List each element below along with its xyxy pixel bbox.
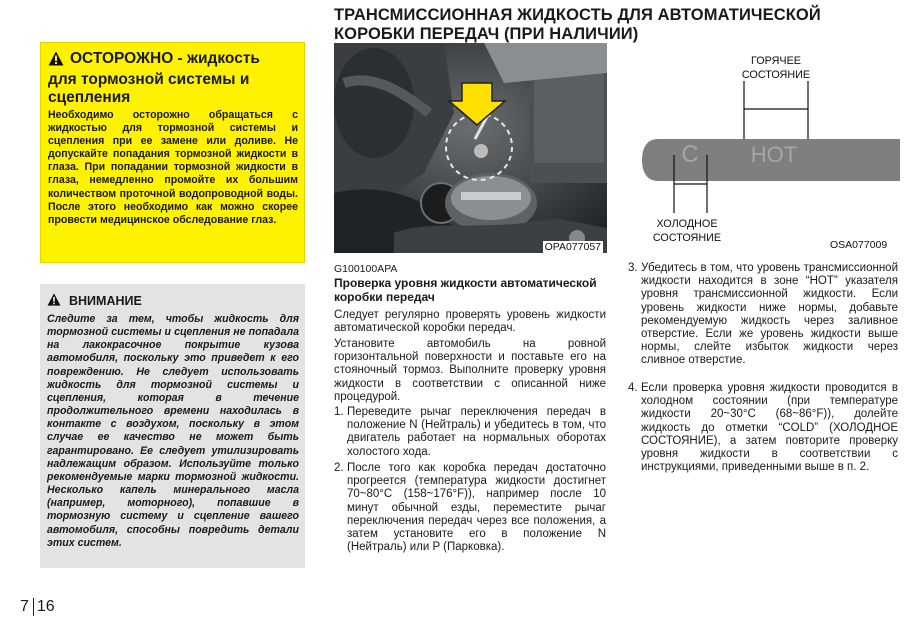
cold-label-line2: СОСТОЯНИЕ bbox=[652, 232, 722, 244]
mark-c: C bbox=[681, 141, 699, 168]
photo-code: OPA077057 bbox=[544, 241, 601, 253]
warning-icon bbox=[48, 51, 64, 71]
hot-label-line1: ГОРЯЧЕЕ bbox=[751, 55, 801, 67]
mark-hot: HOT bbox=[750, 142, 798, 167]
caution-body: Необходимо осторожно обращаться с жидкостью для тормозной системы и сцепления при ее замене или доливе. Не допускайте попадания тормозной жидкости в глаза. При попадании тормозной жидкости в глаза, немедленно промойте их большим количеством проточной водопроводной воды. После этого необходимо как можно скорее провести медицинское обследование глаз. bbox=[48, 109, 298, 226]
notice-body: Следите за тем, чтобы жидкость для тормозной системы и сцепления не попадала на лакокрасочное покрытие кузова автомобиля, поскольку это приведет к его повреждению. Не следует использовать жидкость для тормозной системы и сцепления, которая в течение продолжительного времени находилась в контакте с воздухом, поскольку в этом случае ее качество не может быть гарантировано. Ее следует утилизировать надлежащим образом. Используйте только рекомендуемые марки тормозной жидкости. Несколько капель минерального масла (например, моторного), попавшие в тормозную систему и сцепление вашего автомобиля, способны повредить детали этих систем. bbox=[47, 313, 299, 549]
page-number: 16 bbox=[36, 598, 55, 615]
caution-box bbox=[40, 42, 305, 263]
step-1 bbox=[334, 406, 606, 459]
step-text: После того как коробка передач достаточно прогреется (температура жидкости достигнет 70~80°C (158~176°F)), например после 10 минут обычной езды, переместите рычаг переключения передач через все положения, а затем установите его в положение N (Нейтраль) или P (Парковка). bbox=[347, 462, 606, 554]
hot-label-line2: СОСТОЯНИЕ bbox=[741, 69, 811, 81]
photo-caption bbox=[334, 238, 607, 254]
step-number: 4. bbox=[628, 382, 638, 394]
page-footer bbox=[20, 598, 55, 616]
step-2 bbox=[334, 462, 606, 554]
step-number: 2. bbox=[334, 462, 344, 474]
step-text: Если проверка уровня жидкости проводится в холодном состоянии (при температуре жидкости 20~30°C (68~86°F)), долейте жидкость до отметки “COLD” (ХОЛОДНОЕ СОСТОЯНИЕ), а затем повторите проверку уровня жидкости в соответствии с инструкциями, приведенными выше в п. 2. bbox=[641, 382, 898, 474]
step-3 bbox=[628, 262, 898, 368]
caution-title-text: ОСТОРОЖНО - жидкость bbox=[70, 50, 260, 67]
engine-bay-photo bbox=[334, 43, 607, 253]
diagram-code: OSA077009 bbox=[830, 239, 888, 251]
page-title: ТРАНСМИССИОННАЯ ЖИДКОСТЬ ДЛЯ АВТОМАТИЧЕСКОЙ КОРОБКИ ПЕРЕДАЧ (ПРИ НАЛИЧИИ) bbox=[334, 6, 821, 43]
notice-box bbox=[40, 284, 305, 568]
step-text: Переведите рычаг переключения передач в положение N (Нейтраль) и убедитесь в том, что двигатель работает на нормальных оборотах холостого хода. bbox=[347, 406, 606, 458]
caution-title bbox=[48, 50, 298, 71]
footer-divider bbox=[33, 598, 34, 616]
notice-title-text: ВНИМАНИЕ bbox=[69, 294, 142, 308]
caution-subtitle: для тормозной системы и сцепления bbox=[48, 71, 250, 106]
cold-label-line1: ХОЛОДНОЕ bbox=[656, 218, 718, 230]
section-heading: Проверка уровня жидкости автоматической коробки передач bbox=[334, 276, 597, 304]
dipstick-diagram bbox=[628, 43, 900, 254]
step-text: Убедитесь в том, что уровень трансмиссионной жидкости находится в зоне “HOT” указателя уровня трансмиссионной жидкости. Если уровень жидкости ниже нормы, добавьте рекомендуемую жидкость через заливное отверстие. Если же уровень жидкости выше нормы, слейте избыток жидкости через сливное отверстие. bbox=[641, 262, 898, 367]
section-code: G100100APA bbox=[334, 263, 398, 275]
notice-title bbox=[47, 293, 299, 310]
step-number: 1. bbox=[334, 406, 344, 418]
step-4 bbox=[628, 382, 898, 474]
warning-icon bbox=[47, 293, 61, 310]
paragraph-2: Установите автомобиль на ровной горизонтальной поверхности и поставьте его на стояночный тормоз. Выполните проверку уровня жидкости в соответствии с описанной ниже процедурой. bbox=[334, 338, 606, 403]
section-number: 7 bbox=[20, 598, 29, 615]
step-number: 3. bbox=[628, 262, 638, 274]
paragraph-1: Следует регулярно проверять уровень жидкости автоматической коробки передач. bbox=[334, 309, 606, 335]
